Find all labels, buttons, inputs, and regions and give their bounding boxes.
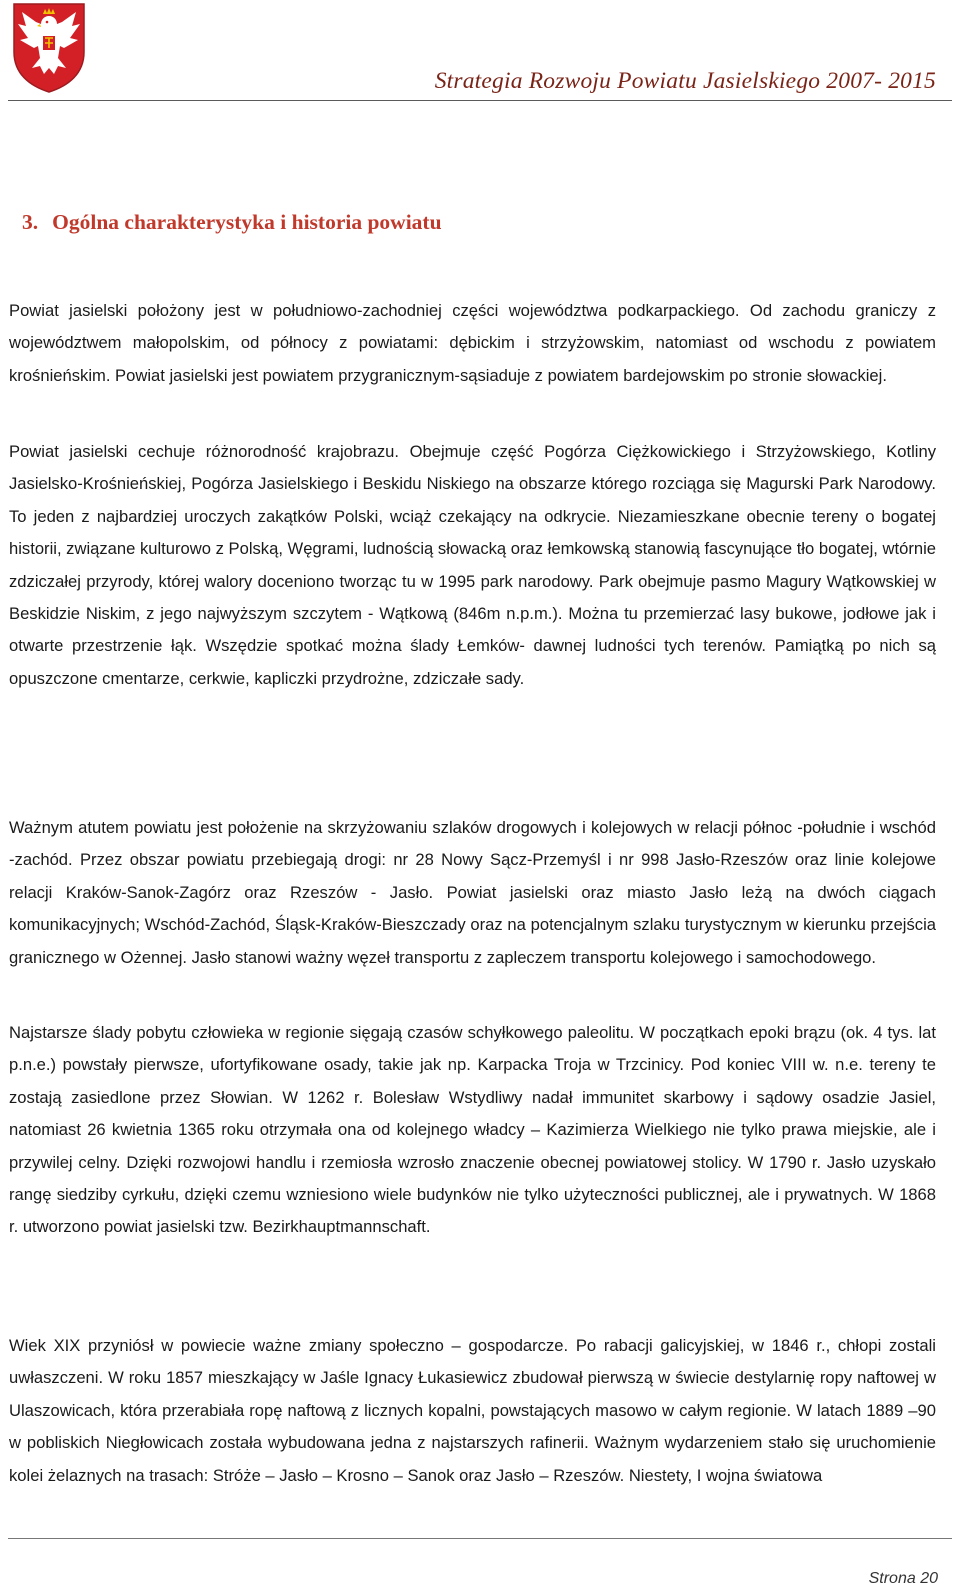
section-title: Ogólna charakterystyka i historia powiatu <box>52 210 442 234</box>
header-divider <box>8 100 952 101</box>
section-heading <box>22 210 442 235</box>
page-header <box>0 0 960 106</box>
coat-of-arms-eagle-icon <box>10 2 88 94</box>
paragraph-block-2 <box>9 436 936 695</box>
paragraph: Powiat jasielski cechuje różnorodność krajobrazu. Obejmuje część Pogórza Ciężkowickiego i Strzyżowskiego, Kotliny Jasielsko-Krośnieńskiej, Pogórza Jasielskiego i Beskidu Niskiego na obszarze którego rozciąga się Magurski Park Narodowy. To jeden z najbardziej uroczych zakątków Polski, wciąż czekający na odkrycie. Niezamieszkane obecnie tereny o bogatej historii, związane kulturowo z Polską, Węgrami, ludnością słowacką oraz łemkowską stanowią fascynujące tło bogatej, wtórnie zdziczałej przyrody, której walory doceniono tworząc tu w 1995 park narodowy. Park obejmuje pasmo Magury Wątkowskiej w Beskidzie Niskim, z jego najwyższym szczytem - Wątkową (846m n.p.m.). Można tu przemierzać lasy bukowe, jodłowe jak i otwarte przestrzenie łąk. Wszędzie spotkać można ślady Łemków- dawnej ludności tych terenów. Pamiątką po nich są opuszczone cmentarze, cerkwie, kapliczki przydrożne, zdziczałe sady. <box>9 442 936 688</box>
paragraph-block-1 <box>9 295 936 392</box>
paragraph: Ważnym atutem powiatu jest położenie na skrzyżowaniu szlaków drogowych i kolejowych w relacji północ -południe i wschód -zachód. Przez obszar powiatu przebiegają drogi: nr 28 Nowy Sącz-Przemyśl i nr 998 Jasło-Rzeszów oraz linie kolejowe relacji Kraków-Sanok-Zagórz oraz Rzeszów - Jasło. Powiat jasielski oraz miasto Jasło leżą na dwóch ciągach komunikacyjnych; Wschód-Zachód, Śląsk-Kraków-Bieszczady oraz na potencjalnym szlaku turystycznym w kierunku przejścia granicznego w Ożennej. Jasło stanowi ważny węzeł transportu z zapleczem transportu kolejowego i samochodowego. <box>9 818 936 967</box>
paragraph: Wiek XIX przyniósł w powiecie ważne zmiany społeczno – gospodarcze. Po rabacji galicyjskiej, w 1846 r., chłopi zostali uwłaszczeni. W roku 1857 mieszkający w Jaśle Ignacy Łukasiewicz zbudował pierwszą w świecie destylarnię ropy naftowej w Ulaszowicach, która przerabiała ropę naftową z licznych kopalni, powstających masowo w całym regionie. W latach 1889 –90 w pobliskich Niegłowicach została wybudowana jedna z najstarszych rafinerii. Ważnym wydarzeniem stało się uruchomienie kolei żelaznych na trasach: Stróże – Jasło – Krosno – Sanok oraz Jasło – Rzeszów. Niestety, I wojna światowa <box>9 1336 936 1485</box>
paragraph-block-5 <box>9 1330 936 1492</box>
paragraph-block-4 <box>9 1017 936 1244</box>
document-header-title: Strategia Rozwoju Powiatu Jasielskiego 2007- 2015 <box>434 68 936 94</box>
paragraph: Powiat jasielski położony jest w południowo-zachodniej części województwa podkarpackiego. Od zachodu graniczy z województwem małopolskim, od północy z powiatami: dębickim i strzyżowskim, natomiast od wschodu z powiatem krośnieńskim. Powiat jasielski jest powiatem przygranicznym-sąsiaduje z powiatem bardejowskim po stronie słowackiej. <box>9 301 936 385</box>
paragraph: Najstarsze ślady pobytu człowieka w regionie sięgają czasów schyłkowego paleolitu. W początkach epoki brązu (ok. 4 tys. lat p.n.e.) powstały pierwsze, ufortyfikowane osady, takie jak np. Karpacka Troja w Trzcinicy. Pod koniec VIII w. n.e. tereny te zostają zasiedlone przez Słowian. W 1262 r. Bolesław Wstydliwy nadał immunitet skarbowy i sądowy osadzie Jasiel, natomiast 26 kwietnia 1365 roku otrzymała ona od kolejnego władcy – Kazimierza Wielkiego nie tylko prawa miejskie, ale i przywilej celny. Dzięki rozwojowi handlu i rzemiosła wzrosło znaczenie obecnej powiatowej stolicy. W 1790 r. Jasło uzyskało rangę siedziby cyrkułu, dzięki czemu wzniesiono wiele budynków nie tylko użyteczności publicznej, ale i prywatnych. W 1868 r. utworzono powiat jasielski tzw. Bezirkhauptmannschaft. <box>9 1023 936 1237</box>
footer-divider <box>8 1538 952 1539</box>
page-footer <box>0 1524 960 1595</box>
paragraph-block-3 <box>9 812 936 974</box>
page-number: Strona 20 <box>868 1570 938 1587</box>
section-number: 3. <box>22 210 39 234</box>
